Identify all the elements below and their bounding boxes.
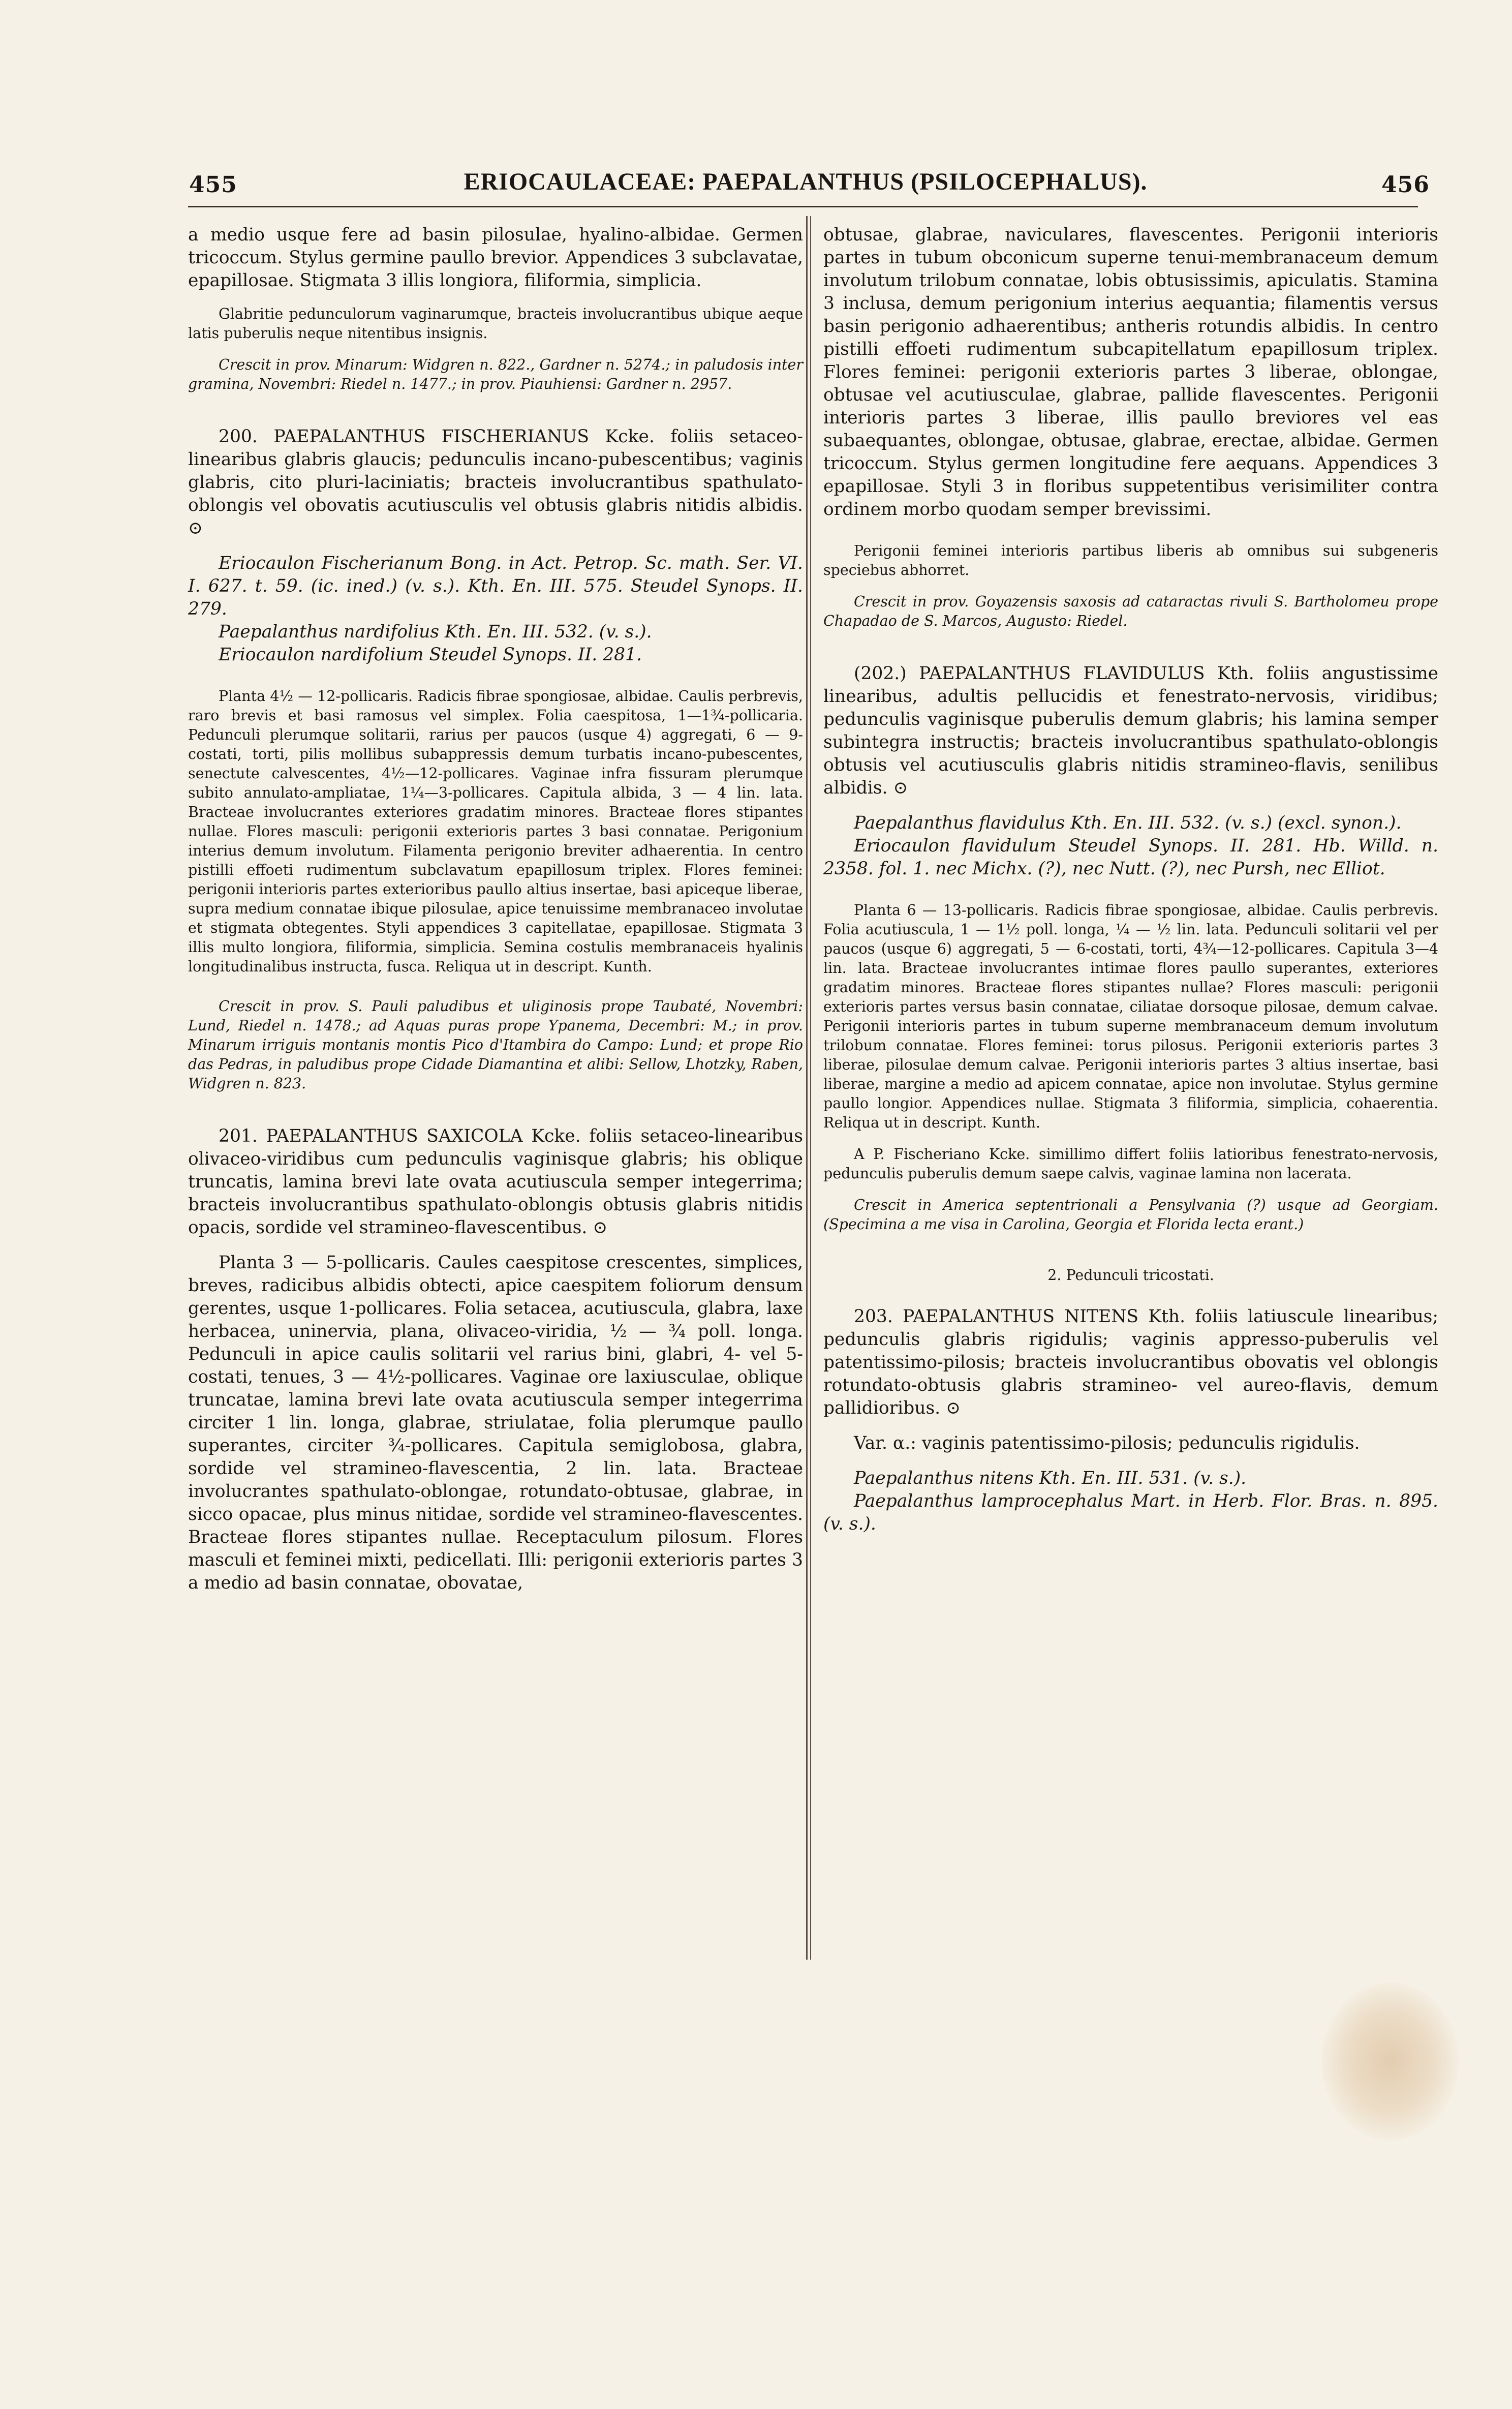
paragraph: obtusae, glabrae, naviculares, flavescentes. Perigonii interioris partes in tubum obconicum superne tenui-membranaceum demum involutum trilobum connatae, lobis obtusissimis, apiculatis. Stamina 3 inclusa, demum perigonium interius aequantia; filamentis versus basin perigonio adhaerentibus; antheris rotundis albidis. In centro pistilli effoeti rudimentum subcapitellatum epapillosum triplex. Flores feminei: perigonii exterioris partes 3 liberae, oblongae, obtusae vel acutiusculae, glabrae, pallide flavescentes. Perigonii interioris partes 3 liberae, illis paullo breviores vel eas subaequantes, oblongae, obtusae, glabrae, erectae, albidae. Germen tricoccum. Stylus germen longitudine fere aequans. Appendices 3 epapillosae. Styli 3 in floribus suppetentibus verisimiliter contra ordinem morbo quodam semper brevissimi.: [823, 225, 1438, 520]
column-divider: [806, 216, 808, 1960]
locality-note: Crescit in prov. S. Pauli paludibus et uliginosis prope Taubaté, Novembri: Lund, Riedel n. 1478.; ad Aquas puras prope Ypanema, Decembri: M.; in prov. Minarum irriguis montanis montis Pico d'Itambira do Campo: Lund; et prope Rio das Pedras, in paludibus prope Cidade Diamantina et alibi: Sellow, Lhotzky, Raben, Widgren n. 823.: [188, 998, 803, 1092]
description: Planta 4½ — 12-pollicaris. Radicis fibrae spongiosae, albidae. Caulis perbrevis, raro brevis et basi ramosus vel simplex. Folia caespitosa, 1—1¾-pollicaria. Pedunculi plerumque solitarii, rarius per paucos (usque 4) aggregati, 6 — 9-costati, torti, pilis mollibus subappressis demum turbatis incano-pubescentes, senectute calvescentes, 4½—12-pollicares. Vaginae infra fissuram plerumque subito annulato-ampliatae, 1¼—3-pollicares. Capitula albida, 3 — 4 lin. lata. Bracteae involucrantes exteriores gradatim minores. Bracteae flores stipantes nullae. Flores masculi: perigonii exterioris partes 3 basi connatae. Perigonium interius demum involutum. Filamenta perigonio breviter adhaerentia. In centro pistilli effoeti rudimentum subclavatum epapillosum triplex. Flores feminei: perigonii interioris partes exterioribus paullo altius insertae, basi apiceque liberae, supra medium connatae ibique pilosulae, apice tenuissime membranaceo involutae et stigmata obtegentes. Styli appendices 3 capitellatae, epapillosae. Stigmata 3 illis multo longiora, filiformia, simplicia. Semina costulis membranaceis hyalinis longitudinalibus instructa, fusca. Reliqua ut in descript. Kunth.: [188, 688, 803, 975]
synonym: Paepalanthus lamprocephalus Mart. in Herb. Flor. Bras. n. 895. (v. s.).: [823, 1491, 1438, 1534]
synonym: Paepalanthus flavidulus Kth. En. III. 532. (v. s.) (excl. synon.).: [854, 813, 1402, 833]
synonym: Paepalanthus nitens Kth. En. III. 531. (v. s.).: [854, 1468, 1247, 1488]
diagnostic-note: A P. Fischeriano Kcke. simillimo differt foliis latioribus fenestrato-nervosis, pedunculis puberulis demum saepe calvis, vaginae lamina non lacerata.: [823, 1146, 1438, 1182]
species-heading-201: 201. PAEPALANTHUS SAXICOLA Kcke. foliis setaceo-linearibus olivaceo-viridibus cum pedunculis vaginisque glabris; his oblique truncatis, lamina brevi late ovata acutiuscula semper integerrima; bracteis involucrantibus spathulato-oblongis obtusis glabris nitidis opacis, sordide vel stramineo-flavescentibus. ⊙: [188, 1126, 803, 1238]
synonym: Paepalanthus nardifolius Kth. En. III. 532. (v. s.).: [219, 622, 652, 642]
species-heading-203: 203. PAEPALANTHUS NITENS Kth. foliis latiuscule linearibus; pedunculis glabris rigidulis; vaginis appresso-puberulis vel patentissimo-pilosis; bracteis involucrantibus obovatis vel oblongis rotundato-obtusis glabris stramineo- vel aureo-flavis, demum pallidioribus. ⊙: [823, 1306, 1438, 1418]
running-title: ERIOCAULACEAE: PAEPALANTHUS (PSILOCEPHALUS).: [464, 168, 1148, 195]
locality-note: Crescit in prov. Goyazensis saxosis ad cataractas rivuli S. Bartholomeu prope Chapadao de S. Marcos, Augusto: Riedel.: [823, 593, 1438, 629]
synonym: Eriocaulon nardifolium Steudel Synops. II. 281.: [219, 645, 642, 665]
variety-line: Var. α.: vaginis patentissimo-pilosis; pedunculis rigidulis.: [854, 1433, 1360, 1453]
synonym: Eriocaulon flavidulum Steudel Synops. II. 281. Hb. Willd. n. 2358. fol. 1. nec Michx. (?), nec Nutt. (?), nec Pursh, nec Elliot.: [823, 836, 1438, 879]
diagnostic-note: Glabritie pedunculorum vaginarumque, bracteis involucrantibus ubique aeque latis puberulis neque nitentibus insignis.: [188, 306, 803, 342]
description: Planta 3 — 5-pollicaris. Caules caespitose crescentes, simplices, breves, radicibus albidis obtecti, apice caespitem foliorum densum gerentes, usque 1-pollicares. Folia setacea, acutiuscula, glabra, laxe herbacea, uninervia, plana, olivaceo-viridia, ½ — ¾ poll. longa. Pedunculi in apice caulis solitarii vel rarius bini, glabri, 4- vel 5-costati, tenues, 3 — 4½-pollicares. Vaginae ore laxiusculae, oblique truncatae, lamina brevi late ovata acutiuscula semper integerrima circiter 1 lin. longa, glabrae, striulatae, folia plerumque paullo superantes, circiter ¾-pollicares. Capitula semiglobosa, glabra, sordide vel stramineo-flavescentia, 2 lin. lata. Bracteae involucrantes spathulato-oblongae, rotundato-obtusae, glabrae, in sicco opacae, plus minus nitidae, sordide vel stramineo-flavescentes. Bracteae flores stipantes nullae. Receptaculum pilosum. Flores masculi et feminei mixti, pedicellati. Illi: perigonii exterioris partes 3 a medio ad basin connatae, obovatae,: [188, 1253, 803, 1593]
locality-note: Crescit in prov. Minarum: Widgren n. 822., Gardner n. 5274.; in paludosis inter gramina, Novembri: Riedel n. 1477.; in prov. Piauhiensi: Gardner n. 2957.: [188, 356, 803, 392]
paper-stain: [1321, 1983, 1459, 2140]
page-number-left: 455: [189, 172, 237, 198]
species-heading-200: 200. PAEPALANTHUS FISCHERIANUS Kcke. foliis setaceo-linearibus glabris glaucis; pedunculis incano-pubescentibus; vaginis glabris, cito pluri-laciniatis; bracteis involucrantibus spathulato-oblongis vel obovatis acutiusculis vel obtusis glabris nitidis albidis. ⊙: [188, 426, 803, 538]
synonym: Eriocaulon Fischerianum Bong. in Act. Petrop. Sc. math. Ser. VI. I. 627. t. 59. (ic. ined.) (v. s.). Kth. En. III. 575. Steudel Synops. II. 279.: [188, 553, 803, 619]
description: Planta 6 — 13-pollicaris. Radicis fibrae spongiosae, albidae. Caulis perbrevis. Folia acutiuscula, 1 — 1½ poll. longa, ¼ — ½ lin. lata. Pedunculi solitarii vel per paucos (usque 6) aggregati, 5 — 6-costati, torti, 4¾—12-pollicares. Capitula 3—4 lin. lata. Bracteae involucrantes intimae flores paullo superantes, exteriores gradatim minores. Bracteae flores stipantes nullae? Flores masculi: perigonii exterioris partes versus basin connatae, ciliatae dorsoque pilosae, demum calvae. Perigonii interioris partes in tubum superne membranaceum demum involutum trilobum connatae. Flores feminei: torus pilosus. Perigonii exterioris partes 3 liberae, pilosulae demum calvae. Perigonii interioris partes 3 altius insertae, basi liberae, margine a medio ad apicem connatae, apice non involutae. Stylus germine paullo longior. Appendices nullae. Stigmata 3 filiformia, simplicia, cohaerentia. Reliqua ut in descript. Kunth.: [823, 902, 1438, 1131]
locality-note: Crescit in America septentrionali a Pensylvania (?) usque ad Georgiam. (Specimina a me visa in Carolina, Georgia et Florida lecta erant.): [823, 1197, 1438, 1233]
right-column: [823, 224, 1438, 1536]
left-column: [188, 224, 803, 1595]
diagnostic-note: Perigonii feminei interioris partibus liberis ab omnibus sui subgeneris speciebus abhorret.: [823, 542, 1438, 578]
paragraph: a medio usque fere ad basin pilosulae, hyalino-albidae. Germen tricoccum. Stylus germine paullo brevior. Appendices 3 subclavatae, epapillosae. Stigmata 3 illis longiora, filiformia, simplicia.: [188, 225, 803, 291]
header-rule: [188, 206, 1418, 207]
column-divider-inner: [810, 216, 811, 1960]
subsection-heading: 2. Pedunculi tricostati.: [1047, 1267, 1214, 1284]
species-heading-202: (202.) PAEPALANTHUS FLAVIDULUS Kth. foliis angustissime linearibus, adultis pellucidis et fenestrato-nervosis, viridibus; pedunculis vaginisque puberulis demum glabris; his lamina semper subintegra instructis; bracteis involucrantibus spathulato-oblongis obtusis vel acutiusculis glabris nitidis stramineo-flavis, senilibus albidis. ⊙: [823, 663, 1438, 798]
page-number-right: 456: [1381, 172, 1430, 198]
